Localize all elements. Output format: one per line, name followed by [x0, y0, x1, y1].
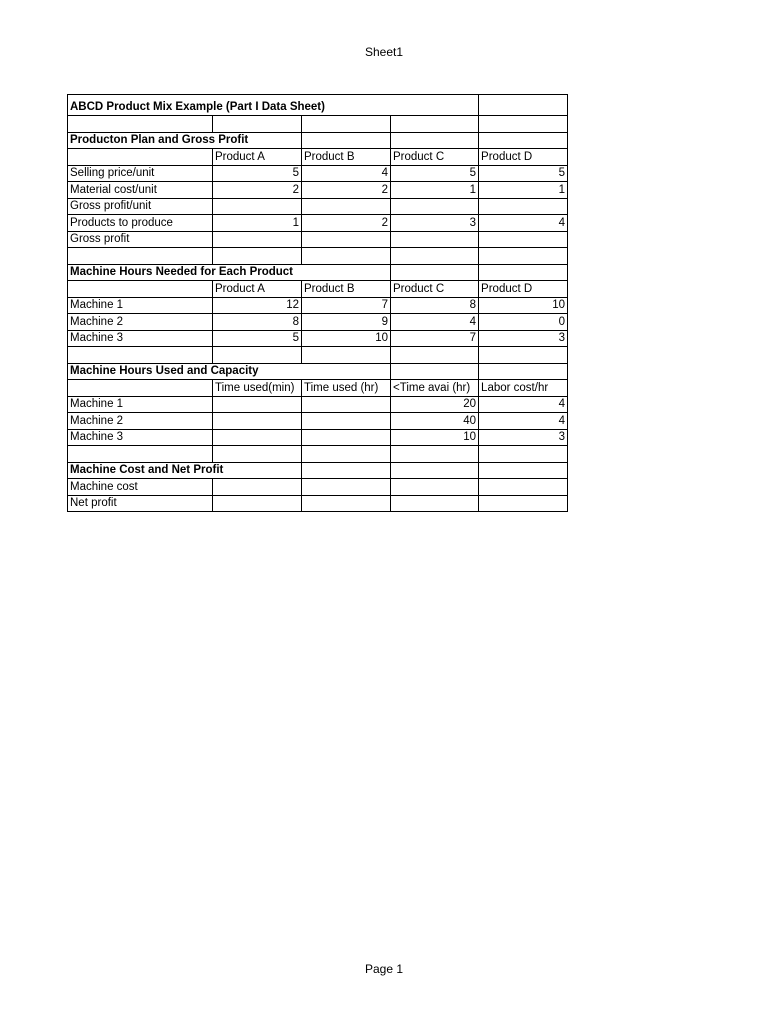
row-label: Gross profit [68, 231, 213, 248]
column-header-row [68, 380, 568, 397]
column-header: Product C [391, 149, 479, 166]
value-cell: 5 [479, 165, 568, 182]
value-cell: 0 [479, 314, 568, 331]
section-heading-row [68, 363, 568, 380]
value-cell: 4 [391, 314, 479, 331]
column-header-row [68, 281, 568, 298]
row-label: Machine 1 [68, 396, 213, 413]
row-label: Material cost/unit [68, 182, 213, 199]
value-cell: 1 [213, 215, 302, 232]
title-row [68, 95, 568, 116]
value-cell [302, 396, 391, 413]
value-cell [213, 396, 302, 413]
page-footer: Page 1 [364, 962, 404, 976]
column-header: Time used (hr) [302, 380, 391, 397]
row-label: Net profit [68, 495, 213, 512]
row-label: Selling price/unit [68, 165, 213, 182]
value-cell: 4 [479, 413, 568, 430]
value-cell: 7 [391, 330, 479, 347]
section-heading-machine-hours: Machine Hours Needed for Each Product [68, 264, 391, 281]
column-header: Product B [302, 149, 391, 166]
table-row [68, 330, 568, 347]
column-header: Product D [479, 149, 568, 166]
section-heading-row [68, 264, 568, 281]
row-label: Machine 2 [68, 413, 213, 430]
table-row [68, 165, 568, 182]
value-cell: 10 [302, 330, 391, 347]
section-heading-net-profit: Machine Cost and Net Profit [68, 462, 302, 479]
value-cell: 9 [302, 314, 391, 331]
blank-row [68, 347, 568, 364]
value-cell: 12 [213, 297, 302, 314]
data-sheet-table [67, 94, 568, 512]
page-header: Sheet1 [364, 45, 404, 59]
table-row [68, 314, 568, 331]
value-cell: 1 [479, 182, 568, 199]
row-label: Machine 3 [68, 429, 213, 446]
table-row [68, 396, 568, 413]
table-row [68, 198, 568, 215]
row-label: Products to produce [68, 215, 213, 232]
table-row [68, 479, 568, 496]
value-cell: 5 [213, 165, 302, 182]
value-cell: 7 [302, 297, 391, 314]
row-label: Gross profit/unit [68, 198, 213, 215]
column-header: Labor cost/hr [479, 380, 568, 397]
value-cell: 4 [479, 215, 568, 232]
value-cell [213, 198, 302, 215]
value-cell: 1 [391, 182, 479, 199]
row-label: Machine 1 [68, 297, 213, 314]
value-cell [213, 429, 302, 446]
sheet-title: ABCD Product Mix Example (Part I Data Sheet) [68, 95, 479, 116]
table-row [68, 413, 568, 430]
value-cell: 2 [302, 182, 391, 199]
table-row [68, 429, 568, 446]
table-row [68, 231, 568, 248]
value-cell: 8 [391, 297, 479, 314]
cell [479, 95, 568, 116]
blank-row [68, 116, 568, 133]
value-cell: 10 [479, 297, 568, 314]
value-cell [302, 413, 391, 430]
value-cell [479, 198, 568, 215]
value-cell [213, 231, 302, 248]
section-heading-capacity: Machine Hours Used and Capacity [68, 363, 391, 380]
column-header: Product D [479, 281, 568, 298]
value-cell: 5 [391, 165, 479, 182]
column-header: Product B [302, 281, 391, 298]
value-cell [302, 429, 391, 446]
section-heading-row [68, 462, 568, 479]
value-cell [213, 413, 302, 430]
blank-row [68, 446, 568, 463]
value-cell [302, 231, 391, 248]
row-label: Machine 3 [68, 330, 213, 347]
value-cell: 3 [479, 429, 568, 446]
column-header: <Time avai (hr) [391, 380, 479, 397]
value-cell: 4 [479, 396, 568, 413]
section-heading-row [68, 132, 568, 149]
value-cell: 3 [391, 215, 479, 232]
column-header-row [68, 149, 568, 166]
row-label: Machine cost [68, 479, 213, 496]
table-row [68, 297, 568, 314]
value-cell: 4 [302, 165, 391, 182]
value-cell: 2 [213, 182, 302, 199]
table-row [68, 182, 568, 199]
value-cell: 5 [213, 330, 302, 347]
value-cell [479, 231, 568, 248]
value-cell: 10 [391, 429, 479, 446]
column-header: Product A [213, 149, 302, 166]
value-cell: 40 [391, 413, 479, 430]
blank-row [68, 248, 568, 265]
value-cell: 3 [479, 330, 568, 347]
column-header: Product A [213, 281, 302, 298]
value-cell: 8 [213, 314, 302, 331]
value-cell [302, 198, 391, 215]
row-label: Machine 2 [68, 314, 213, 331]
table-row [68, 495, 568, 512]
value-cell [391, 198, 479, 215]
value-cell: 2 [302, 215, 391, 232]
section-heading-production: Producton Plan and Gross Profit [68, 132, 302, 149]
value-cell: 20 [391, 396, 479, 413]
column-header: Time used(min) [213, 380, 302, 397]
table-row [68, 215, 568, 232]
column-header: Product C [391, 281, 479, 298]
value-cell [391, 231, 479, 248]
